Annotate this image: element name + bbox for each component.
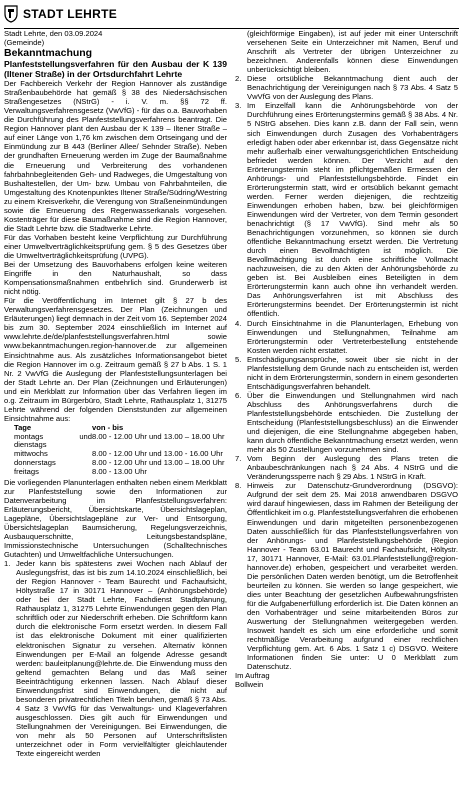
place-date: Stadt Lehrte, den 03.09.2024	[4, 29, 103, 38]
schedule-time: 8.00 - 12.00 Uhr und 13.00 – 18.00 Uhr	[92, 458, 225, 468]
list-item	[4, 559, 227, 758]
item-number: 2.	[235, 74, 242, 84]
table-row	[4, 433, 227, 451]
paragraph-publication: Für die Veröffentlichung im Internet gilt § 27 b des Verwaltungsverfahrensgesetzes. Der Plan (Zeichnungen und Erläuterungen) liegt demnach in der Zeit vom 16. September 2024 bis zum 30. September 2024 einschließlich im Internet auf www.lehrte.de/de/planfeststellungsverfahren.html sowie www.bekanntmachungen.region-hannover.de zur allgemeinen Einsichtnahme aus. Als zusätzliches Informationsangebot bietet die Region Hannover im o.g. Zeitraum gemäß § 27 b Abs. 1 S. 1 Nr. 2 VwVfG die Auslegung der Planfeststellungsunterlagen bei der Stadt Lehrte an. Der Plan (Zeichnungen und Erläuterungen) und ein Merkblatt zur Information über das Verfahren liegen im o.g. Zeitraum im Bürgerbüro, Stadt Lehrte, Rathausplatz 1, 31275 Lehrte während der folgenden Dienststunden zur allgemeinen Einsichtnahme aus:	[4, 296, 227, 423]
list-item	[235, 101, 458, 318]
item-number: 4.	[235, 318, 242, 328]
issuer: (Gemeinde)	[4, 38, 45, 48]
list-item	[235, 74, 458, 101]
item-number: 3.	[235, 101, 242, 111]
list-item	[235, 391, 458, 454]
schedule-time: 8.00 - 12.00 Uhr und 13.00 - 16.00 Uhr	[92, 449, 223, 459]
schedule-day: mittwochs	[14, 449, 48, 459]
list-item	[235, 355, 458, 391]
schedule-day: freitags	[14, 466, 39, 476]
item-text: Diese ortsübliche Bekanntmachung dient auch der Benachrichtigung der Vereinigungen nach § 73 Abs. 4 Satz 5 VwVfG von der Auslegung des Plans.	[247, 74, 458, 102]
notice-title: Planfeststellungsverfahren für den Ausbau der K 139 (Iltener Straße) in der Ortsdurchfahrt Lehrte	[4, 59, 227, 80]
table-row	[4, 468, 227, 477]
item-number: 8.	[235, 481, 242, 491]
schedule-day: donnerstags	[14, 458, 56, 468]
item-number: 1.	[4, 559, 11, 569]
left-column	[4, 29, 227, 758]
signature-name: Bollwein	[235, 680, 264, 690]
signature-on-behalf: Im Auftrag	[235, 671, 270, 681]
schedule-time: 8.00 - 12.00 Uhr und 13.00 – 18.00 Uhr	[92, 431, 225, 441]
item-text: Jeder kann bis spätestens zwei Wochen nach Ablauf der Auslegungsfrist, das ist bis zum 14.10.2024 einschließlich, bei der Region Hannover - Team Baurecht und Fachaufsicht, Höltystraße 17 in 30171 Hannover – (Anhörungsbehörde) oder bei der Stadt Lehrte, Fachdienst Stadtplanung, Rathausplatz 1, 31275 Lehrte Einwendungen gegen den Plan schriftlich oder zur Niederschrift erheben. Die Schriftform kann durch die elektronische Form ersetzt werden. In diesem Fall ist das elektronische Dokument mit einer qualifizierten elektronischen Signatur zu versehen. Alternativ können Einwendungen per E-Mail an folgende Adresse gesandt werden: bauleitplanung@lehrte.de. Die Einwendung muss den geltend gemachten Belang und das Maß seiner Beeinträchtigung erkennen lassen. Nach Ablauf dieser Einwendungsfrist sind Einwendungen, die nicht auf besonderen privatrechtlichen Titeln beruhen, gemäß § 73 Abs. 4 Satz 3 VwVfG für das Verwaltungs- und Klageverfahren ausgeschlossen. Dies gilt auch für Einwendungen und Stellungnahmen der Vereinigungen. Bei Einwendungen, die von mehr als 50 Personen auf Unterschriftslisten unterzeichnet oder in Form vervielfältigter gleichlautender Texte eingereicht werden	[16, 559, 227, 759]
item-number: 5.	[235, 354, 242, 364]
item-text: Über die Einwendungen und Stellungnahmen wird nach Abschluss des Anhörungsverfahrens durch die Planfeststellungsbehörde entschieden. Die Zustellung der Entscheidung (Planfeststellungsbeschluss) an die Einwender und diejenigen, die eine Stellungnahme abgegeben haben, kann durch öffentliche Bekanntmachung ersetzt werden, wenn mehr als 50 Zustellungen vorzunehmen sind.	[247, 390, 458, 455]
header	[4, 2, 459, 26]
right-column	[235, 29, 458, 758]
list-item	[235, 319, 458, 355]
item-text: Vom Beginn der Auslegung des Plans treten die Anbaubeschränkungen nach § 24 Abs. 4 NStrG und die Veränderungssperre nach § 29 Abs. 1 NStrG in Kraft.	[247, 454, 458, 482]
numbered-list-left	[4, 559, 227, 758]
item-text: Hinweis zur Datenschutz-Grundverordnung (DSGVO): Aufgrund der seit dem 25. Mai 2018 anwendbaren DSGVO wird darauf hingewiesen, dass im Rahmen der Beteiligung der Öffentlichkeit im o.g. Planfeststellungsverfahren die erhobenen Einwendungen und darin mitgeteilten personenbezogenen Daten ausschließlich für das Planfeststellungsverfahren von der Anhörungs- und Planfeststellungsbehörde (Region Hannover - Team 63.01 Baurecht und Fachaufsicht, Höltystr. 17, 30171 Hannover, E-Mail: 63.01.Planfeststellung@region-hannover.de) erhoben, gespeichert und verarbeitet werden. Die persönlichen Daten werden benötigt, um die Betroffenheit beurteilen zu können. Sie werden so lange gespeichert, wie dies unter Beachtung der gesetzlichen Aufbewahrungsfristen für die Aufgabenerfüllung erforderlich ist. Die Daten können an den Vorhabenträger und seine mitarbeitenden Büros zur Auswertung der Stellungnahmen weitergegeben werden. Insoweit handelt es sich um eine erforderliche und somit rechtmäßige Verarbeitung aufgrund einer rechtlichen Verpflichtung gem. Art. 6 Abs. 1 Satz 1 c) DSGVO. Weitere Informationen finden Sie unter: U 0 Merkblatt zum Datenschutz.	[247, 481, 458, 672]
item-number: 7.	[235, 454, 242, 464]
item-text: Durch Einsichtnahme in die Planunterlagen, Erhebung von Einwendungen und Stellungnahmen, Teilnahme am Erörterungstermin oder Vertreterbestellung entstehende Kosten werden nicht erstattet.	[247, 318, 458, 355]
header-times: von - bis	[92, 422, 124, 432]
item-number: 6.	[235, 390, 242, 400]
paragraph-compensation: Bei der Umsetzung des Bauvorhabens erfolgen keine weiteren Eingriffe in den Naturhaushalt, so dass Kompensationsmaßnahmen entbehrlich sind. Grunderwerb ist nicht nötig.	[4, 260, 227, 297]
numbered-list-right	[235, 29, 458, 671]
paragraph-intro: Der Fachbereich Verkehr der Region Hannover als zuständige Straßenbaubehörde hat gemäß § 38 des Niedersächsischen Straßengesetzes (NStrG) - i. V. m. §§ 72 ff. Verwaltungsverfahrensgesetz (VwVfG) - für das o.a. Bauvorhaben die Durchführung des Planfeststellungsverfahrens beantragt. Die Region Hannover plant den Ausbau der K 139 – Iltener Straße – auf einer Länge von 1,76 km zwischen dem Ortseingang und der Einmündung zur B 443 (Berliner Allee/ Sehnder Straße). Neben der grundhaften Erneuerung werden im Zuge der Baumaßnahme die Erneuerung und Verbreiterung des vorhandenen fahrbahnbegleitenden Geh- und Radweges, die Umgestaltung von Bushaltestellen, der Um- bzw. Umbau von Fahrbahnteilen, die Umgestaltung des Knotenpunktes Iltener Straße/Südring/Westring zu einem Kreisverkehr, die Verengung von Straßeneinmündungen sowie die Erneuerung des Regenwasserkanals vorgesehen. Kostenträger für diese Baumaßnahme sind die Region Hannover, die Stadt Lehrte bzw. die Stadtwerke Lehrte.	[4, 79, 227, 233]
list-item	[235, 454, 458, 481]
opening-hours-table	[4, 424, 227, 477]
list-item-continuation	[235, 29, 458, 74]
heading: Bekanntmachung	[4, 47, 93, 60]
schedule-day: montags und dienstags	[14, 431, 92, 450]
item-text: Im Einzelfall kann die Anhörungsbehörde von der Durchführung eines Erörterungstermins gemäß § 38 Abs. 4 Nr. 5 NStrG absehen. Dies kann z.B. dann der Fall sein, wenn sich Einwendungen durch Zusagen des Vorhabenträgers erledigt haben oder aber erkennbar ist, dass Gegensätze nicht mehr außerhalb einer verwaltungsgerichtlichen Entscheidung befriedet werden können. Der Verzicht auf den Erörterungstermin steht im pflichtgemäßen Ermessen der Anhörungs- und Planfeststellungsbehörde. Findet ein Erörterungstermin statt, wird er ortsüblich bekannt gemacht werden. Ferner werden diejenigen, die rechtzeitig Einwendungen erhoben haben, bzw. bei gleichförmigen Einwendungen wird der Vertreter, von dem Termin gesondert benachrichtigt (§ 17 VwVfG). Sind mehr als 50 Benachrichtigungen vorzunehmen, so können sie durch öffentliche Bekanntmachung ersetzt werden. Die Vertretung durch einen Bevollmächtigten ist möglich. Die Bevollmächtigung ist durch eine schriftliche Vollmacht nachzuweisen, die zu den Akten der Anhörungsbehörde zu geben ist. Bei Ausbleiben eines Beteiligten in dem Erörterungstermin kann auch ohne ihn verhandelt werden. Das Anhörungsverfahren ist mit Abschluss des Erörterungstermins beendet. Der Erörterungstermin ist nicht öffentlich.	[247, 101, 458, 319]
paragraph-uvp: Für das Vorhaben besteht keine Verpflichtung zur Durchführung einer Umweltverträglichkeitsprüfung gem. § 5 des Gesetzes über die Umweltverträglichkeitsprüfung (UVPG).	[4, 232, 227, 260]
schedule-time: 8.00 - 13.00 Uhr	[92, 466, 147, 476]
columns	[4, 29, 459, 758]
paragraph-documents: Die vorliegenden Planunterlagen enthalten neben einem Merkblatt zur Planfeststellung sowie den Informationen zur Datenverarbeitung im Planfeststellungsverfahren: Erläuterungsbericht, Übersichtskarte, Übersichtslageplan, Lagepläne, Übersichtslagepläne zur Ver- und Entsorgung, Übersichtslageplan Baumsicherung, Regelungsverzeichnis, Ausbauquerschnitte, Leitungsbestandspläne, Immissionstechnische Untersuchungen (Schalltechnisches Gutachten) und Umweltfachliche Untersuchungen.	[4, 477, 227, 560]
item-text: Entschädigungsansprüche, soweit über sie nicht in der Planfeststellung dem Grunde nach zu entscheiden ist, werden nicht in dem Erörterungstermin, sondern in einem gesonderten Entschädigungsverfahren behandelt.	[247, 354, 458, 391]
item-text: (gleichförmige Eingaben), ist auf jeder mit einer Unterschrift versehenen Seite ein Unterzeichner mit Namen, Beruf und Anschrift als Vertreter der übrigen Unterzeichner zu bezeichnen. Anderenfalls können diese Einwendungen unberücksichtigt bleiben.	[247, 29, 458, 75]
coat-of-arms-icon	[4, 5, 18, 23]
list-item	[235, 481, 458, 671]
town-name: STADT LEHRTE	[23, 7, 118, 21]
header-days: Tage	[14, 422, 32, 432]
